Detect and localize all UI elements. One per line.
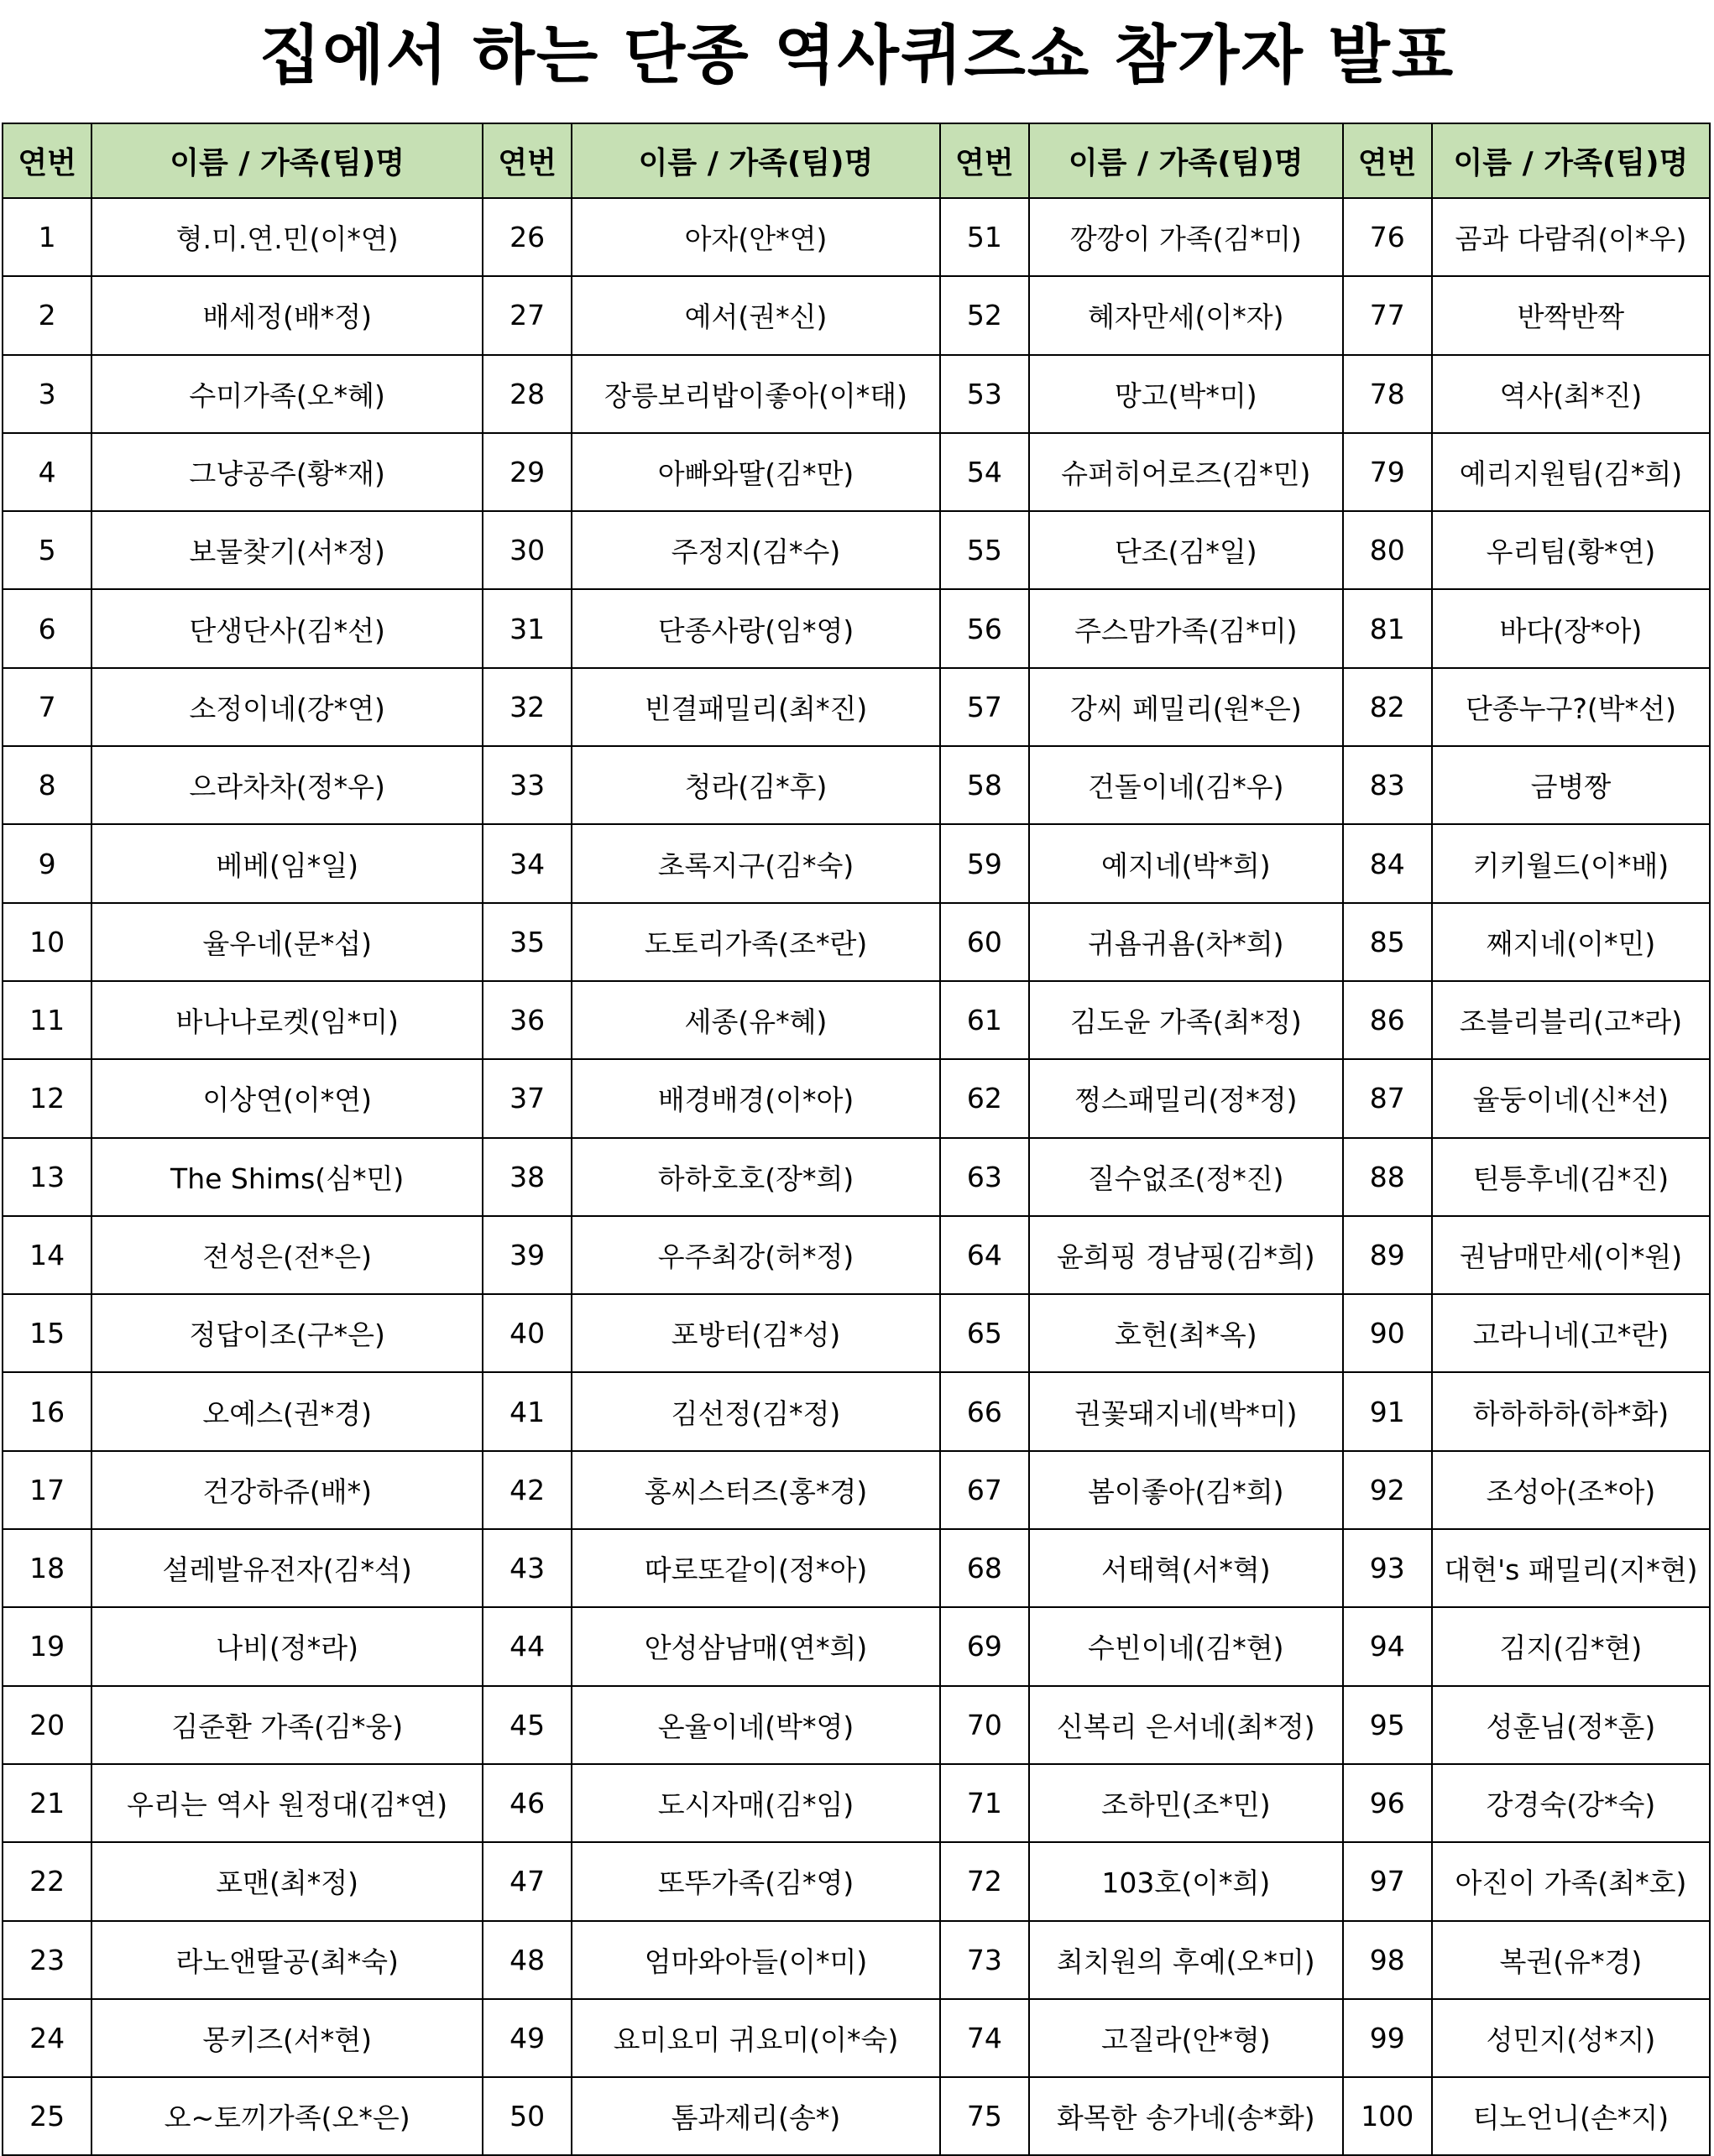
entry-name: 형.미.연.민(이*연) xyxy=(91,198,483,276)
entry-name: 포방터(김*성) xyxy=(572,1294,939,1372)
entry-number: 69 xyxy=(940,1607,1029,1685)
entry-number: 99 xyxy=(1343,1999,1432,2077)
entry-name: 배세정(배*정) xyxy=(91,276,483,354)
entry-number: 33 xyxy=(483,746,572,824)
table-row xyxy=(3,668,1710,746)
entry-name: 김지(김*현) xyxy=(1432,1607,1710,1685)
entry-number: 11 xyxy=(3,981,91,1059)
entry-name: 몽키즈(서*현) xyxy=(91,1999,483,2077)
entry-number: 53 xyxy=(940,355,1029,433)
num-header: 연번 xyxy=(3,123,91,198)
name-header: 이름 / 가족(팀)명 xyxy=(572,123,939,198)
entry-number: 19 xyxy=(3,1607,91,1685)
entry-name: 하하호호(장*희) xyxy=(572,1138,939,1216)
num-header: 연번 xyxy=(483,123,572,198)
entry-number: 3 xyxy=(3,355,91,433)
entry-name: 귀욤귀욤(차*희) xyxy=(1029,903,1343,981)
entry-number: 90 xyxy=(1343,1294,1432,1372)
entry-number: 57 xyxy=(940,668,1029,746)
entry-name: 나비(정*라) xyxy=(91,1607,483,1685)
entry-name: 수미가족(오*혜) xyxy=(91,355,483,433)
table-row xyxy=(3,1607,1710,1685)
entry-number: 54 xyxy=(940,433,1029,511)
entry-number: 75 xyxy=(940,2077,1029,2155)
entry-name: 아자(안*연) xyxy=(572,198,939,276)
entry-name: 소정이네(강*연) xyxy=(91,668,483,746)
entry-name: 권꽃돼지네(박*미) xyxy=(1029,1372,1343,1450)
entry-name: 김도윤 가족(최*정) xyxy=(1029,981,1343,1059)
entry-number: 78 xyxy=(1343,355,1432,433)
table-row xyxy=(3,1216,1710,1294)
entry-name: 이상연(이*연) xyxy=(91,1059,483,1137)
entry-name: 윤희핑 경남핑(김*희) xyxy=(1029,1216,1343,1294)
table-row xyxy=(3,276,1710,354)
entry-name: 오~토끼가족(오*은) xyxy=(91,2077,483,2155)
entry-number: 4 xyxy=(3,433,91,511)
entry-name: 고질라(안*형) xyxy=(1029,1999,1343,2077)
entry-number: 65 xyxy=(940,1294,1029,1372)
entry-number: 1 xyxy=(3,198,91,276)
entry-number: 55 xyxy=(940,511,1029,589)
entry-name: 도시자매(김*임) xyxy=(572,1764,939,1842)
entry-name: 금병짱 xyxy=(1432,746,1710,824)
entry-number: 18 xyxy=(3,1529,91,1607)
entry-number: 93 xyxy=(1343,1529,1432,1607)
table-row xyxy=(3,355,1710,433)
entry-number: 2 xyxy=(3,276,91,354)
entry-number: 74 xyxy=(940,1999,1029,2077)
entry-number: 50 xyxy=(483,2077,572,2155)
num-header: 연번 xyxy=(1343,123,1432,198)
entry-number: 37 xyxy=(483,1059,572,1137)
entry-number: 14 xyxy=(3,1216,91,1294)
entry-number: 88 xyxy=(1343,1138,1432,1216)
entry-number: 21 xyxy=(3,1764,91,1842)
entry-name: 정답이조(구*은) xyxy=(91,1294,483,1372)
entry-name: 건강하쥬(배*) xyxy=(91,1451,483,1529)
entry-number: 25 xyxy=(3,2077,91,2155)
table-row xyxy=(3,1764,1710,1842)
entry-number: 58 xyxy=(940,746,1029,824)
entry-number: 77 xyxy=(1343,276,1432,354)
entry-name: 우리는 역사 원정대(김*연) xyxy=(91,1764,483,1842)
entry-name: 따로또같이(정*아) xyxy=(572,1529,939,1607)
entry-name: The Shims(심*민) xyxy=(91,1138,483,1216)
entry-number: 48 xyxy=(483,1921,572,1999)
entry-name: 그냥공주(황*재) xyxy=(91,433,483,511)
entry-name: 단종사랑(임*영) xyxy=(572,589,939,667)
entry-name: 우주최강(허*정) xyxy=(572,1216,939,1294)
entry-name: 우리팀(황*연) xyxy=(1432,511,1710,589)
table-row xyxy=(3,903,1710,981)
entry-name: 안성삼남매(연*희) xyxy=(572,1607,939,1685)
table-row xyxy=(3,1842,1710,1920)
entry-number: 66 xyxy=(940,1372,1029,1450)
entry-name: 질수없조(정*진) xyxy=(1029,1138,1343,1216)
table-row xyxy=(3,824,1710,902)
entry-name: 신복리 은서네(최*정) xyxy=(1029,1686,1343,1764)
entry-name: 화목한 송가네(송*화) xyxy=(1029,2077,1343,2155)
entry-name: 보물찾기(서*정) xyxy=(91,511,483,589)
entry-number: 98 xyxy=(1343,1921,1432,1999)
entry-name: 단종누구?(박*선) xyxy=(1432,668,1710,746)
entry-name: 김준환 가족(김*웅) xyxy=(91,1686,483,1764)
entry-name: 으라차차(정*우) xyxy=(91,746,483,824)
entry-name: 혜자만세(이*자) xyxy=(1029,276,1343,354)
entry-number: 59 xyxy=(940,824,1029,902)
entry-name: 율둥이네(신*선) xyxy=(1432,1059,1710,1137)
entry-name: 강경숙(강*숙) xyxy=(1432,1764,1710,1842)
entry-number: 28 xyxy=(483,355,572,433)
entry-number: 94 xyxy=(1343,1607,1432,1685)
table-row xyxy=(3,981,1710,1059)
entry-name: 바나나로켓(임*미) xyxy=(91,981,483,1059)
entry-number: 8 xyxy=(3,746,91,824)
entry-name: 조하민(조*민) xyxy=(1029,1764,1343,1842)
entry-number: 20 xyxy=(3,1686,91,1764)
entry-name: 배경배경(이*아) xyxy=(572,1059,939,1137)
entry-name: 아진이 가족(최*호) xyxy=(1432,1842,1710,1920)
entry-name: 키키월드(이*배) xyxy=(1432,824,1710,902)
entry-name: 율우네(문*섭) xyxy=(91,903,483,981)
entry-name: 서태혁(서*혁) xyxy=(1029,1529,1343,1607)
entry-name: 강씨 페밀리(원*은) xyxy=(1029,668,1343,746)
entry-number: 36 xyxy=(483,981,572,1059)
entry-number: 30 xyxy=(483,511,572,589)
entry-name: 포맨(최*정) xyxy=(91,1842,483,1920)
entry-number: 71 xyxy=(940,1764,1029,1842)
table-row xyxy=(3,1686,1710,1764)
entry-name: 장릉보리밥이좋아(이*태) xyxy=(572,355,939,433)
entry-name: 아빠와딸(김*만) xyxy=(572,433,939,511)
entry-name: 주스맘가족(김*미) xyxy=(1029,589,1343,667)
entry-name: 김선정(김*정) xyxy=(572,1372,939,1450)
entry-name: 조블리블리(고*라) xyxy=(1432,981,1710,1059)
entry-name: 주정지(김*수) xyxy=(572,511,939,589)
participant-table xyxy=(2,123,1711,2156)
entry-number: 92 xyxy=(1343,1451,1432,1529)
entry-number: 9 xyxy=(3,824,91,902)
entry-name: 도토리가족(조*란) xyxy=(572,903,939,981)
entry-name: 조성아(조*아) xyxy=(1432,1451,1710,1529)
table-row xyxy=(3,1529,1710,1607)
entry-number: 38 xyxy=(483,1138,572,1216)
entry-name: 하하하하(하*화) xyxy=(1432,1372,1710,1450)
entry-number: 45 xyxy=(483,1686,572,1764)
entry-number: 10 xyxy=(3,903,91,981)
entry-name: 권남매만세(이*원) xyxy=(1432,1216,1710,1294)
entry-number: 91 xyxy=(1343,1372,1432,1450)
entry-name: 건돌이네(김*우) xyxy=(1029,746,1343,824)
entry-name: 째지네(이*민) xyxy=(1432,903,1710,981)
entry-number: 24 xyxy=(3,1999,91,2077)
entry-number: 39 xyxy=(483,1216,572,1294)
table-row xyxy=(3,1059,1710,1137)
entry-number: 79 xyxy=(1343,433,1432,511)
entry-name: 온율이네(박*영) xyxy=(572,1686,939,1764)
entry-number: 43 xyxy=(483,1529,572,1607)
entry-number: 61 xyxy=(940,981,1029,1059)
entry-number: 89 xyxy=(1343,1216,1432,1294)
num-header: 연번 xyxy=(940,123,1029,198)
entry-number: 84 xyxy=(1343,824,1432,902)
table-row xyxy=(3,2077,1710,2155)
entry-number: 73 xyxy=(940,1921,1029,1999)
entry-name: 예지네(박*희) xyxy=(1029,824,1343,902)
entry-name: 고라니네(고*란) xyxy=(1432,1294,1710,1372)
name-header: 이름 / 가족(팀)명 xyxy=(91,123,483,198)
entry-number: 86 xyxy=(1343,981,1432,1059)
entry-name: 망고(박*미) xyxy=(1029,355,1343,433)
table-row xyxy=(3,746,1710,824)
entry-name: 또뚜가족(김*영) xyxy=(572,1842,939,1920)
entry-name: 슈퍼히어로즈(김*민) xyxy=(1029,433,1343,511)
entry-name: 깡깡이 가족(김*미) xyxy=(1029,198,1343,276)
entry-number: 83 xyxy=(1343,746,1432,824)
entry-name: 쩡스패밀리(정*정) xyxy=(1029,1059,1343,1137)
table-row xyxy=(3,1921,1710,1999)
entry-number: 17 xyxy=(3,1451,91,1529)
entry-number: 81 xyxy=(1343,589,1432,667)
entry-name: 전성은(전*은) xyxy=(91,1216,483,1294)
entry-name: 역사(최*진) xyxy=(1432,355,1710,433)
entry-number: 46 xyxy=(483,1764,572,1842)
entry-name: 복권(유*경) xyxy=(1432,1921,1710,1999)
entry-number: 80 xyxy=(1343,511,1432,589)
header-row xyxy=(3,123,1710,198)
name-header: 이름 / 가족(팀)명 xyxy=(1432,123,1710,198)
entry-number: 34 xyxy=(483,824,572,902)
entry-number: 85 xyxy=(1343,903,1432,981)
table-row xyxy=(3,511,1710,589)
entry-number: 31 xyxy=(483,589,572,667)
entry-number: 42 xyxy=(483,1451,572,1529)
entry-number: 82 xyxy=(1343,668,1432,746)
entry-name: 설레발유전자(김*석) xyxy=(91,1529,483,1607)
entry-name: 바다(장*아) xyxy=(1432,589,1710,667)
entry-number: 12 xyxy=(3,1059,91,1137)
table-row xyxy=(3,433,1710,511)
entry-name: 베베(임*일) xyxy=(91,824,483,902)
entry-number: 29 xyxy=(483,433,572,511)
entry-number: 23 xyxy=(3,1921,91,1999)
entry-name: 초록지구(김*숙) xyxy=(572,824,939,902)
table-row xyxy=(3,1372,1710,1450)
entry-name: 호헌(최*옥) xyxy=(1029,1294,1343,1372)
entry-number: 95 xyxy=(1343,1686,1432,1764)
entry-number: 26 xyxy=(483,198,572,276)
entry-name: 티노언니(손*지) xyxy=(1432,2077,1710,2155)
entry-number: 7 xyxy=(3,668,91,746)
table-row xyxy=(3,1999,1710,2077)
entry-number: 16 xyxy=(3,1372,91,1450)
entry-name: 톰과제리(송*) xyxy=(572,2077,939,2155)
entry-name: 단조(김*일) xyxy=(1029,511,1343,589)
entry-number: 5 xyxy=(3,511,91,589)
entry-number: 6 xyxy=(3,589,91,667)
entry-name: 세종(유*혜) xyxy=(572,981,939,1059)
entry-name: 최치원의 후예(오*미) xyxy=(1029,1921,1343,1999)
entry-number: 56 xyxy=(940,589,1029,667)
entry-name: 봄이좋아(김*희) xyxy=(1029,1451,1343,1529)
entry-number: 76 xyxy=(1343,198,1432,276)
entry-number: 49 xyxy=(483,1999,572,2077)
entry-number: 96 xyxy=(1343,1764,1432,1842)
entry-number: 15 xyxy=(3,1294,91,1372)
entry-number: 32 xyxy=(483,668,572,746)
entry-name: 청라(김*후) xyxy=(572,746,939,824)
table-row xyxy=(3,1451,1710,1529)
entry-name: 성민지(성*지) xyxy=(1432,1999,1710,2077)
entry-number: 27 xyxy=(483,276,572,354)
entry-number: 62 xyxy=(940,1059,1029,1137)
page-title: 집에서 하는 단종 역사퀴즈쇼 참가자 발표 xyxy=(259,18,1455,92)
entry-name: 예서(권*신) xyxy=(572,276,939,354)
entry-name: 요미요미 귀요미(이*숙) xyxy=(572,1999,939,2077)
entry-number: 22 xyxy=(3,1842,91,1920)
entry-number: 67 xyxy=(940,1451,1029,1529)
table-row xyxy=(3,198,1710,276)
entry-number: 70 xyxy=(940,1686,1029,1764)
entry-name: 단생단사(김*선) xyxy=(91,589,483,667)
table-body xyxy=(3,198,1710,2155)
entry-name: 반짝반짝 xyxy=(1432,276,1710,354)
entry-number: 40 xyxy=(483,1294,572,1372)
entry-number: 87 xyxy=(1343,1059,1432,1137)
entry-number: 47 xyxy=(483,1842,572,1920)
entry-name: 오예스(권*경) xyxy=(91,1372,483,1450)
entry-number: 41 xyxy=(483,1372,572,1450)
entry-number: 68 xyxy=(940,1529,1029,1607)
entry-number: 100 xyxy=(1343,2077,1432,2155)
name-header: 이름 / 가족(팀)명 xyxy=(1029,123,1343,198)
entry-name: 성훈님(정*훈) xyxy=(1432,1686,1710,1764)
table-row xyxy=(3,1138,1710,1216)
entry-number: 64 xyxy=(940,1216,1029,1294)
entry-name: 라노앤딸공(최*숙) xyxy=(91,1921,483,1999)
entry-name: 틴틍후네(김*진) xyxy=(1432,1138,1710,1216)
entry-number: 13 xyxy=(3,1138,91,1216)
entry-name: 대현's 패밀리(지*현) xyxy=(1432,1529,1710,1607)
entry-name: 수빈이네(김*현) xyxy=(1029,1607,1343,1685)
entry-number: 52 xyxy=(940,276,1029,354)
entry-number: 72 xyxy=(940,1842,1029,1920)
entry-number: 35 xyxy=(483,903,572,981)
entry-name: 103호(이*희) xyxy=(1029,1842,1343,1920)
entry-name: 홍씨스터즈(홍*경) xyxy=(572,1451,939,1529)
entry-name: 빈결패밀리(최*진) xyxy=(572,668,939,746)
entry-number: 60 xyxy=(940,903,1029,981)
entry-name: 엄마와아들(이*미) xyxy=(572,1921,939,1999)
entry-number: 44 xyxy=(483,1607,572,1685)
entry-number: 51 xyxy=(940,198,1029,276)
entry-number: 97 xyxy=(1343,1842,1432,1920)
entry-name: 예리지원팀(김*희) xyxy=(1432,433,1710,511)
entry-name: 곰과 다람쥐(이*우) xyxy=(1432,198,1710,276)
table-row xyxy=(3,1294,1710,1372)
table-row xyxy=(3,589,1710,667)
entry-number: 63 xyxy=(940,1138,1029,1216)
